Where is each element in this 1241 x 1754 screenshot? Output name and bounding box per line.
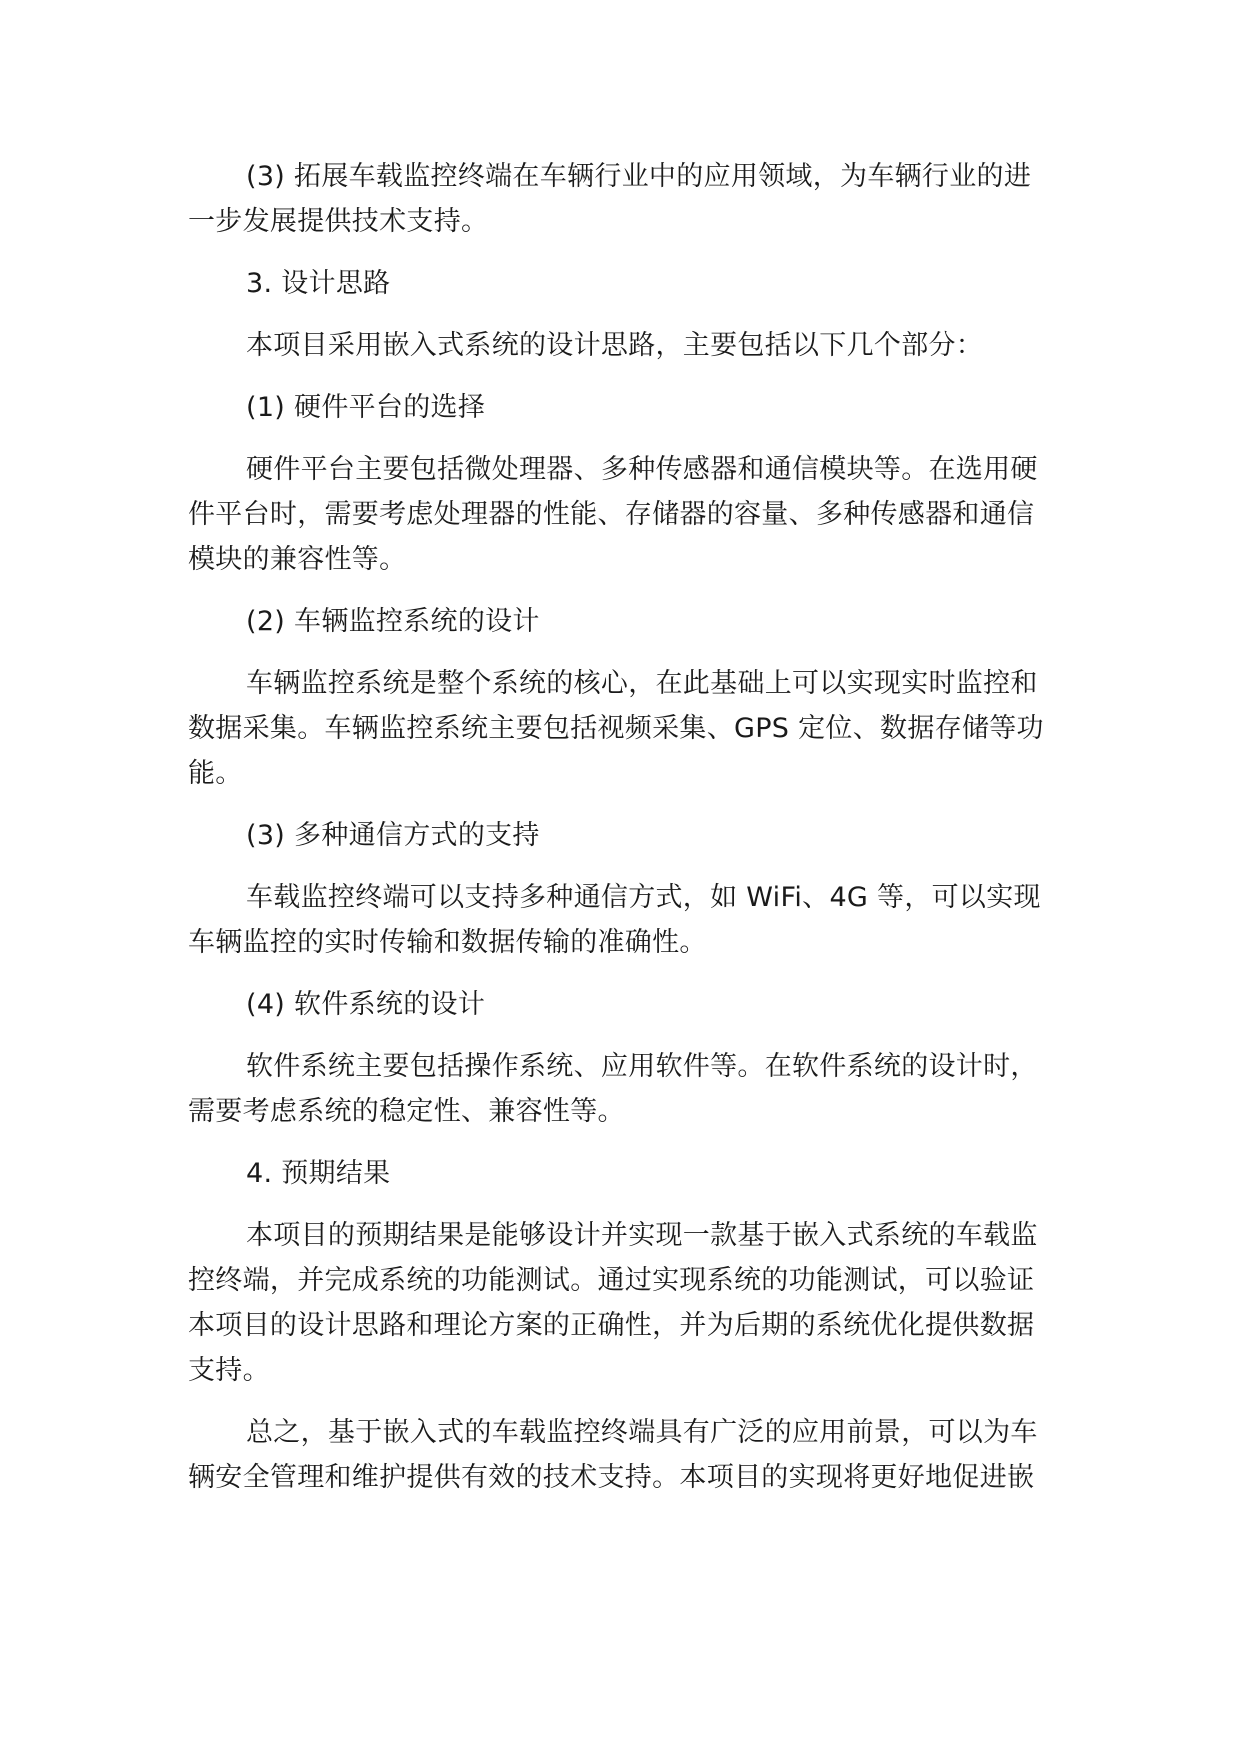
paragraph-hardware-platform: 硬件平台主要包括微处理器、多种传感器和通信模块等。在选用硬件平台时，需要考虑处理器的性能、存储器的容量、多种传感器和通信模块的兼容性等。 <box>188 454 1038 575</box>
section-heading-expected-results: 4. 预期结果 <box>246 1158 391 1189</box>
paragraph-software-system: 软件系统主要包括操作系统、应用软件等。在软件系统的设计时，需要考虑系统的稳定性、兼容性等。 <box>188 1051 1038 1127</box>
paragraph-goal-3: (3) 拓展车载监控终端在车辆行业中的应用领域，为车辆行业的进一步发展提供技术支持。 <box>188 161 1032 237</box>
section-heading-design-approach: 3. 设计思路 <box>246 268 391 299</box>
paragraph-expected-results: 本项目的预期结果是能够设计并实现一款基于嵌入式系统的车载监控终端，并完成系统的功能测试。通过实现系统的功能测试，可以验证本项目的设计思路和理论方案的正确性，并为后期的系统优化提供数据支持。 <box>188 1220 1038 1386</box>
subheading-software-system: (4) 软件系统的设计 <box>246 989 486 1020</box>
subheading-vehicle-monitoring: (2) 车辆监控系统的设计 <box>246 606 540 637</box>
subheading-hardware-platform: (1) 硬件平台的选择 <box>246 392 486 423</box>
paragraph-design-intro: 本项目采用嵌入式系统的设计思路，主要包括以下几个部分： <box>246 330 984 361</box>
paragraph-vehicle-monitoring: 车辆监控系统是整个系统的核心，在此基础上可以实现实时监控和数据采集。车辆监控系统主要包括视频采集、GPS 定位、数据存储等功能。 <box>188 668 1044 789</box>
paragraph-communication: 车载监控终端可以支持多种通信方式，如 WiFi、4G 等，可以实现车辆监控的实时传输和数据传输的准确性。 <box>188 882 1041 958</box>
paragraph-conclusion: 总之，基于嵌入式的车载监控终端具有广泛的应用前景，可以为车辆安全管理和维护提供有效的技术支持。本项目的实现将更好地促进嵌 <box>188 1417 1038 1493</box>
subheading-communication: (3) 多种通信方式的支持 <box>246 820 540 851</box>
document-body <box>188 154 1056 1517</box>
